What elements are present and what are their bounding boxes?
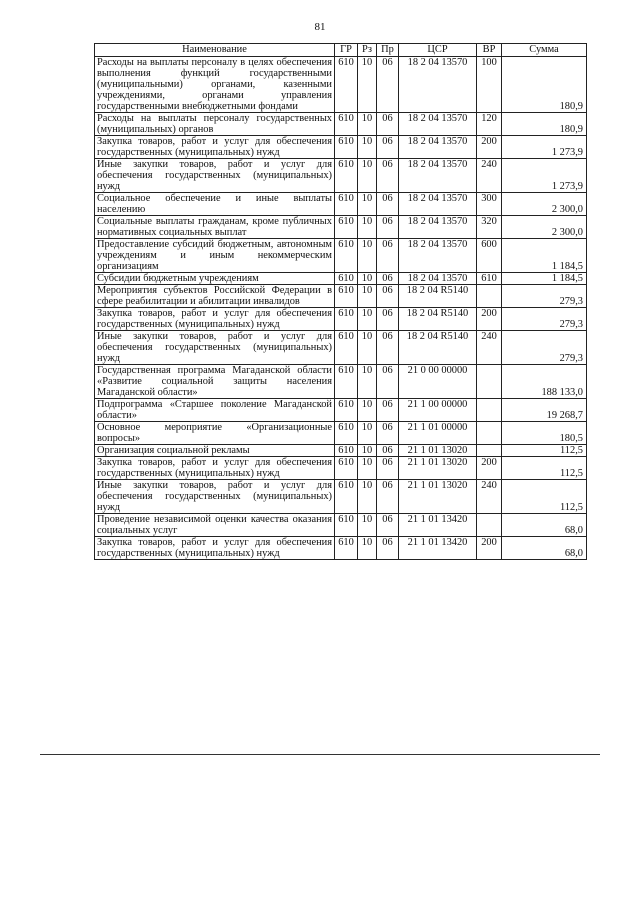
- cell-rz: 10: [358, 193, 377, 216]
- cell-pr: 06: [377, 514, 399, 537]
- cell-sum: 112,5: [502, 480, 587, 514]
- cell-vr: 100: [477, 57, 502, 113]
- cell-name: Расходы на выплаты персоналу в целях обеспечения выполнения функций государственными (муниципальными) органами, казенными учреждениями, органами управления государственными внебюджетными фондами: [95, 57, 335, 113]
- table-row: [95, 308, 587, 331]
- cell-gr: 610: [335, 537, 358, 560]
- table-body: [95, 57, 587, 560]
- cell-rz: 10: [358, 57, 377, 113]
- cell-gr: 610: [335, 57, 358, 113]
- cell-name: Социальное обеспечение и иные выплаты населению: [95, 193, 335, 216]
- cell-sum: 188 133,0: [502, 365, 587, 399]
- cell-csr: 18 2 04 13570: [399, 136, 477, 159]
- cell-rz: 10: [358, 399, 377, 422]
- cell-csr: 21 1 00 00000: [399, 399, 477, 422]
- cell-rz: 10: [358, 422, 377, 445]
- cell-sum: 1 184,5: [502, 239, 587, 273]
- cell-pr: 06: [377, 113, 399, 136]
- cell-csr: 18 2 04 13570: [399, 113, 477, 136]
- cell-name: Иные закупки товаров, работ и услуг для обеспечения государственных (муниципальных) нужд: [95, 480, 335, 514]
- cell-vr: [477, 422, 502, 445]
- cell-pr: 06: [377, 445, 399, 457]
- cell-sum: 1 184,5: [502, 273, 587, 285]
- cell-vr: [477, 399, 502, 422]
- cell-csr: 18 2 04 R5140: [399, 331, 477, 365]
- cell-name: Государственная программа Магаданской области «Развитие социальной защиты населения Магаданской области»: [95, 365, 335, 399]
- cell-pr: 06: [377, 159, 399, 193]
- cell-name: Иные закупки товаров, работ и услуг для обеспечения государственных (муниципальных) нужд: [95, 331, 335, 365]
- cell-pr: 06: [377, 57, 399, 113]
- table-row: [95, 480, 587, 514]
- cell-csr: 21 1 01 00000: [399, 422, 477, 445]
- cell-rz: 10: [358, 273, 377, 285]
- cell-csr: 21 1 01 13020: [399, 445, 477, 457]
- header-gr: ГР: [335, 44, 358, 57]
- cell-pr: 06: [377, 399, 399, 422]
- cell-pr: 06: [377, 422, 399, 445]
- cell-sum: 279,3: [502, 308, 587, 331]
- cell-vr: 320: [477, 216, 502, 239]
- cell-gr: 610: [335, 480, 358, 514]
- cell-name: Закупка товаров, работ и услуг для обеспечения государственных (муниципальных) нужд: [95, 457, 335, 480]
- table-row: [95, 216, 587, 239]
- cell-rz: 10: [358, 216, 377, 239]
- table-row: [95, 273, 587, 285]
- cell-pr: 06: [377, 239, 399, 273]
- cell-rz: 10: [358, 457, 377, 480]
- cell-gr: 610: [335, 273, 358, 285]
- table-row: [95, 537, 587, 560]
- cell-csr: 21 1 01 13020: [399, 457, 477, 480]
- cell-gr: 610: [335, 193, 358, 216]
- cell-rz: 10: [358, 537, 377, 560]
- cell-pr: 06: [377, 193, 399, 216]
- cell-name: Социальные выплаты гражданам, кроме публичных нормативных социальных выплат: [95, 216, 335, 239]
- cell-rz: 10: [358, 308, 377, 331]
- cell-vr: 120: [477, 113, 502, 136]
- cell-csr: 18 2 04 13570: [399, 273, 477, 285]
- cell-pr: 06: [377, 273, 399, 285]
- cell-name: Расходы на выплаты персоналу государственных (муниципальных) органов: [95, 113, 335, 136]
- cell-name: Закупка товаров, работ и услуг для обеспечения государственных (муниципальных) нужд: [95, 308, 335, 331]
- cell-rz: 10: [358, 445, 377, 457]
- table-row: [95, 239, 587, 273]
- cell-name: Закупка товаров, работ и услуг для обеспечения государственных (муниципальных) нужд: [95, 537, 335, 560]
- cell-vr: 610: [477, 273, 502, 285]
- table-row: [95, 457, 587, 480]
- cell-name: Предоставление субсидий бюджетным, автономным учреждениям и иным некоммерческим организациям: [95, 239, 335, 273]
- cell-sum: 68,0: [502, 514, 587, 537]
- cell-csr: 18 2 04 13570: [399, 216, 477, 239]
- cell-gr: 610: [335, 216, 358, 239]
- cell-csr: 18 2 04 13570: [399, 193, 477, 216]
- cell-gr: 610: [335, 399, 358, 422]
- table-header-row: [95, 44, 587, 57]
- cell-pr: 06: [377, 480, 399, 514]
- cell-vr: 200: [477, 136, 502, 159]
- cell-sum: 2 300,0: [502, 193, 587, 216]
- cell-rz: 10: [358, 113, 377, 136]
- cell-sum: 180,9: [502, 57, 587, 113]
- cell-rz: 10: [358, 239, 377, 273]
- table-row: [95, 445, 587, 457]
- table-row: [95, 285, 587, 308]
- cell-csr: 21 1 01 13420: [399, 537, 477, 560]
- cell-gr: 610: [335, 422, 358, 445]
- table-row: [95, 193, 587, 216]
- cell-rz: 10: [358, 480, 377, 514]
- cell-vr: [477, 514, 502, 537]
- cell-gr: 610: [335, 457, 358, 480]
- table-row: [95, 422, 587, 445]
- cell-pr: 06: [377, 365, 399, 399]
- cell-gr: 610: [335, 136, 358, 159]
- cell-vr: 300: [477, 193, 502, 216]
- cell-csr: 18 2 04 13570: [399, 239, 477, 273]
- cell-csr: 21 1 01 13420: [399, 514, 477, 537]
- cell-gr: 610: [335, 308, 358, 331]
- cell-csr: 18 2 04 R5140: [399, 308, 477, 331]
- page-number: 81: [314, 21, 326, 33]
- cell-pr: 06: [377, 537, 399, 560]
- table-row: [95, 365, 587, 399]
- cell-rz: 10: [358, 159, 377, 193]
- cell-name: Проведение независимой оценки качества оказания социальных услуг: [95, 514, 335, 537]
- cell-name: Субсидии бюджетным учреждениям: [95, 273, 335, 285]
- cell-vr: 240: [477, 331, 502, 365]
- cell-name: Организация социальной рекламы: [95, 445, 335, 457]
- cell-gr: 610: [335, 365, 358, 399]
- cell-gr: 610: [335, 331, 358, 365]
- footer-rule: [40, 754, 600, 755]
- cell-sum: 279,3: [502, 285, 587, 308]
- cell-csr: 21 1 01 13020: [399, 480, 477, 514]
- cell-vr: 240: [477, 480, 502, 514]
- cell-name: Мероприятия субъектов Российской Федерации в сфере реабилитации и абилитации инвалидов: [95, 285, 335, 308]
- cell-pr: 06: [377, 331, 399, 365]
- cell-csr: 18 2 04 13570: [399, 159, 477, 193]
- cell-name: Подпрограмма «Старшее поколение Магаданской области»: [95, 399, 335, 422]
- header-rz: Рз: [358, 44, 377, 57]
- cell-pr: 06: [377, 285, 399, 308]
- cell-name: Иные закупки товаров, работ и услуг для обеспечения государственных (муниципальных) нужд: [95, 159, 335, 193]
- header-pr: Пр: [377, 44, 399, 57]
- cell-sum: 112,5: [502, 457, 587, 480]
- cell-csr: 18 2 04 R5140: [399, 285, 477, 308]
- cell-pr: 06: [377, 308, 399, 331]
- table-row: [95, 57, 587, 113]
- cell-rz: 10: [358, 331, 377, 365]
- cell-vr: [477, 365, 502, 399]
- cell-sum: 180,5: [502, 422, 587, 445]
- header-csr: ЦСР: [399, 44, 477, 57]
- table-row: [95, 136, 587, 159]
- cell-sum: 112,5: [502, 445, 587, 457]
- table-row: [95, 113, 587, 136]
- cell-name: Основное мероприятие «Организационные вопросы»: [95, 422, 335, 445]
- cell-pr: 06: [377, 457, 399, 480]
- cell-rz: 10: [358, 136, 377, 159]
- cell-vr: 200: [477, 457, 502, 480]
- cell-sum: 68,0: [502, 537, 587, 560]
- cell-rz: 10: [358, 514, 377, 537]
- cell-rz: 10: [358, 365, 377, 399]
- cell-vr: 600: [477, 239, 502, 273]
- cell-sum: 1 273,9: [502, 136, 587, 159]
- cell-sum: 180,9: [502, 113, 587, 136]
- budget-table: [94, 43, 587, 560]
- cell-vr: [477, 445, 502, 457]
- cell-sum: 279,3: [502, 331, 587, 365]
- cell-csr: 18 2 04 13570: [399, 57, 477, 113]
- table-row: [95, 514, 587, 537]
- cell-gr: 610: [335, 445, 358, 457]
- header-vr: ВР: [477, 44, 502, 57]
- cell-gr: 610: [335, 159, 358, 193]
- cell-pr: 06: [377, 136, 399, 159]
- cell-gr: 610: [335, 285, 358, 308]
- cell-vr: 200: [477, 308, 502, 331]
- cell-sum: 19 268,7: [502, 399, 587, 422]
- cell-gr: 610: [335, 514, 358, 537]
- cell-gr: 610: [335, 113, 358, 136]
- cell-sum: 2 300,0: [502, 216, 587, 239]
- cell-vr: [477, 285, 502, 308]
- header-name: Наименование: [95, 44, 335, 57]
- cell-rz: 10: [358, 285, 377, 308]
- cell-vr: 200: [477, 537, 502, 560]
- table-row: [95, 159, 587, 193]
- cell-vr: 240: [477, 159, 502, 193]
- table-row: [95, 399, 587, 422]
- table-row: [95, 331, 587, 365]
- header-sum: Сумма: [502, 44, 587, 57]
- cell-sum: 1 273,9: [502, 159, 587, 193]
- cell-csr: 21 0 00 00000: [399, 365, 477, 399]
- cell-gr: 610: [335, 239, 358, 273]
- cell-pr: 06: [377, 216, 399, 239]
- cell-name: Закупка товаров, работ и услуг для обеспечения государственных (муниципальных) нужд: [95, 136, 335, 159]
